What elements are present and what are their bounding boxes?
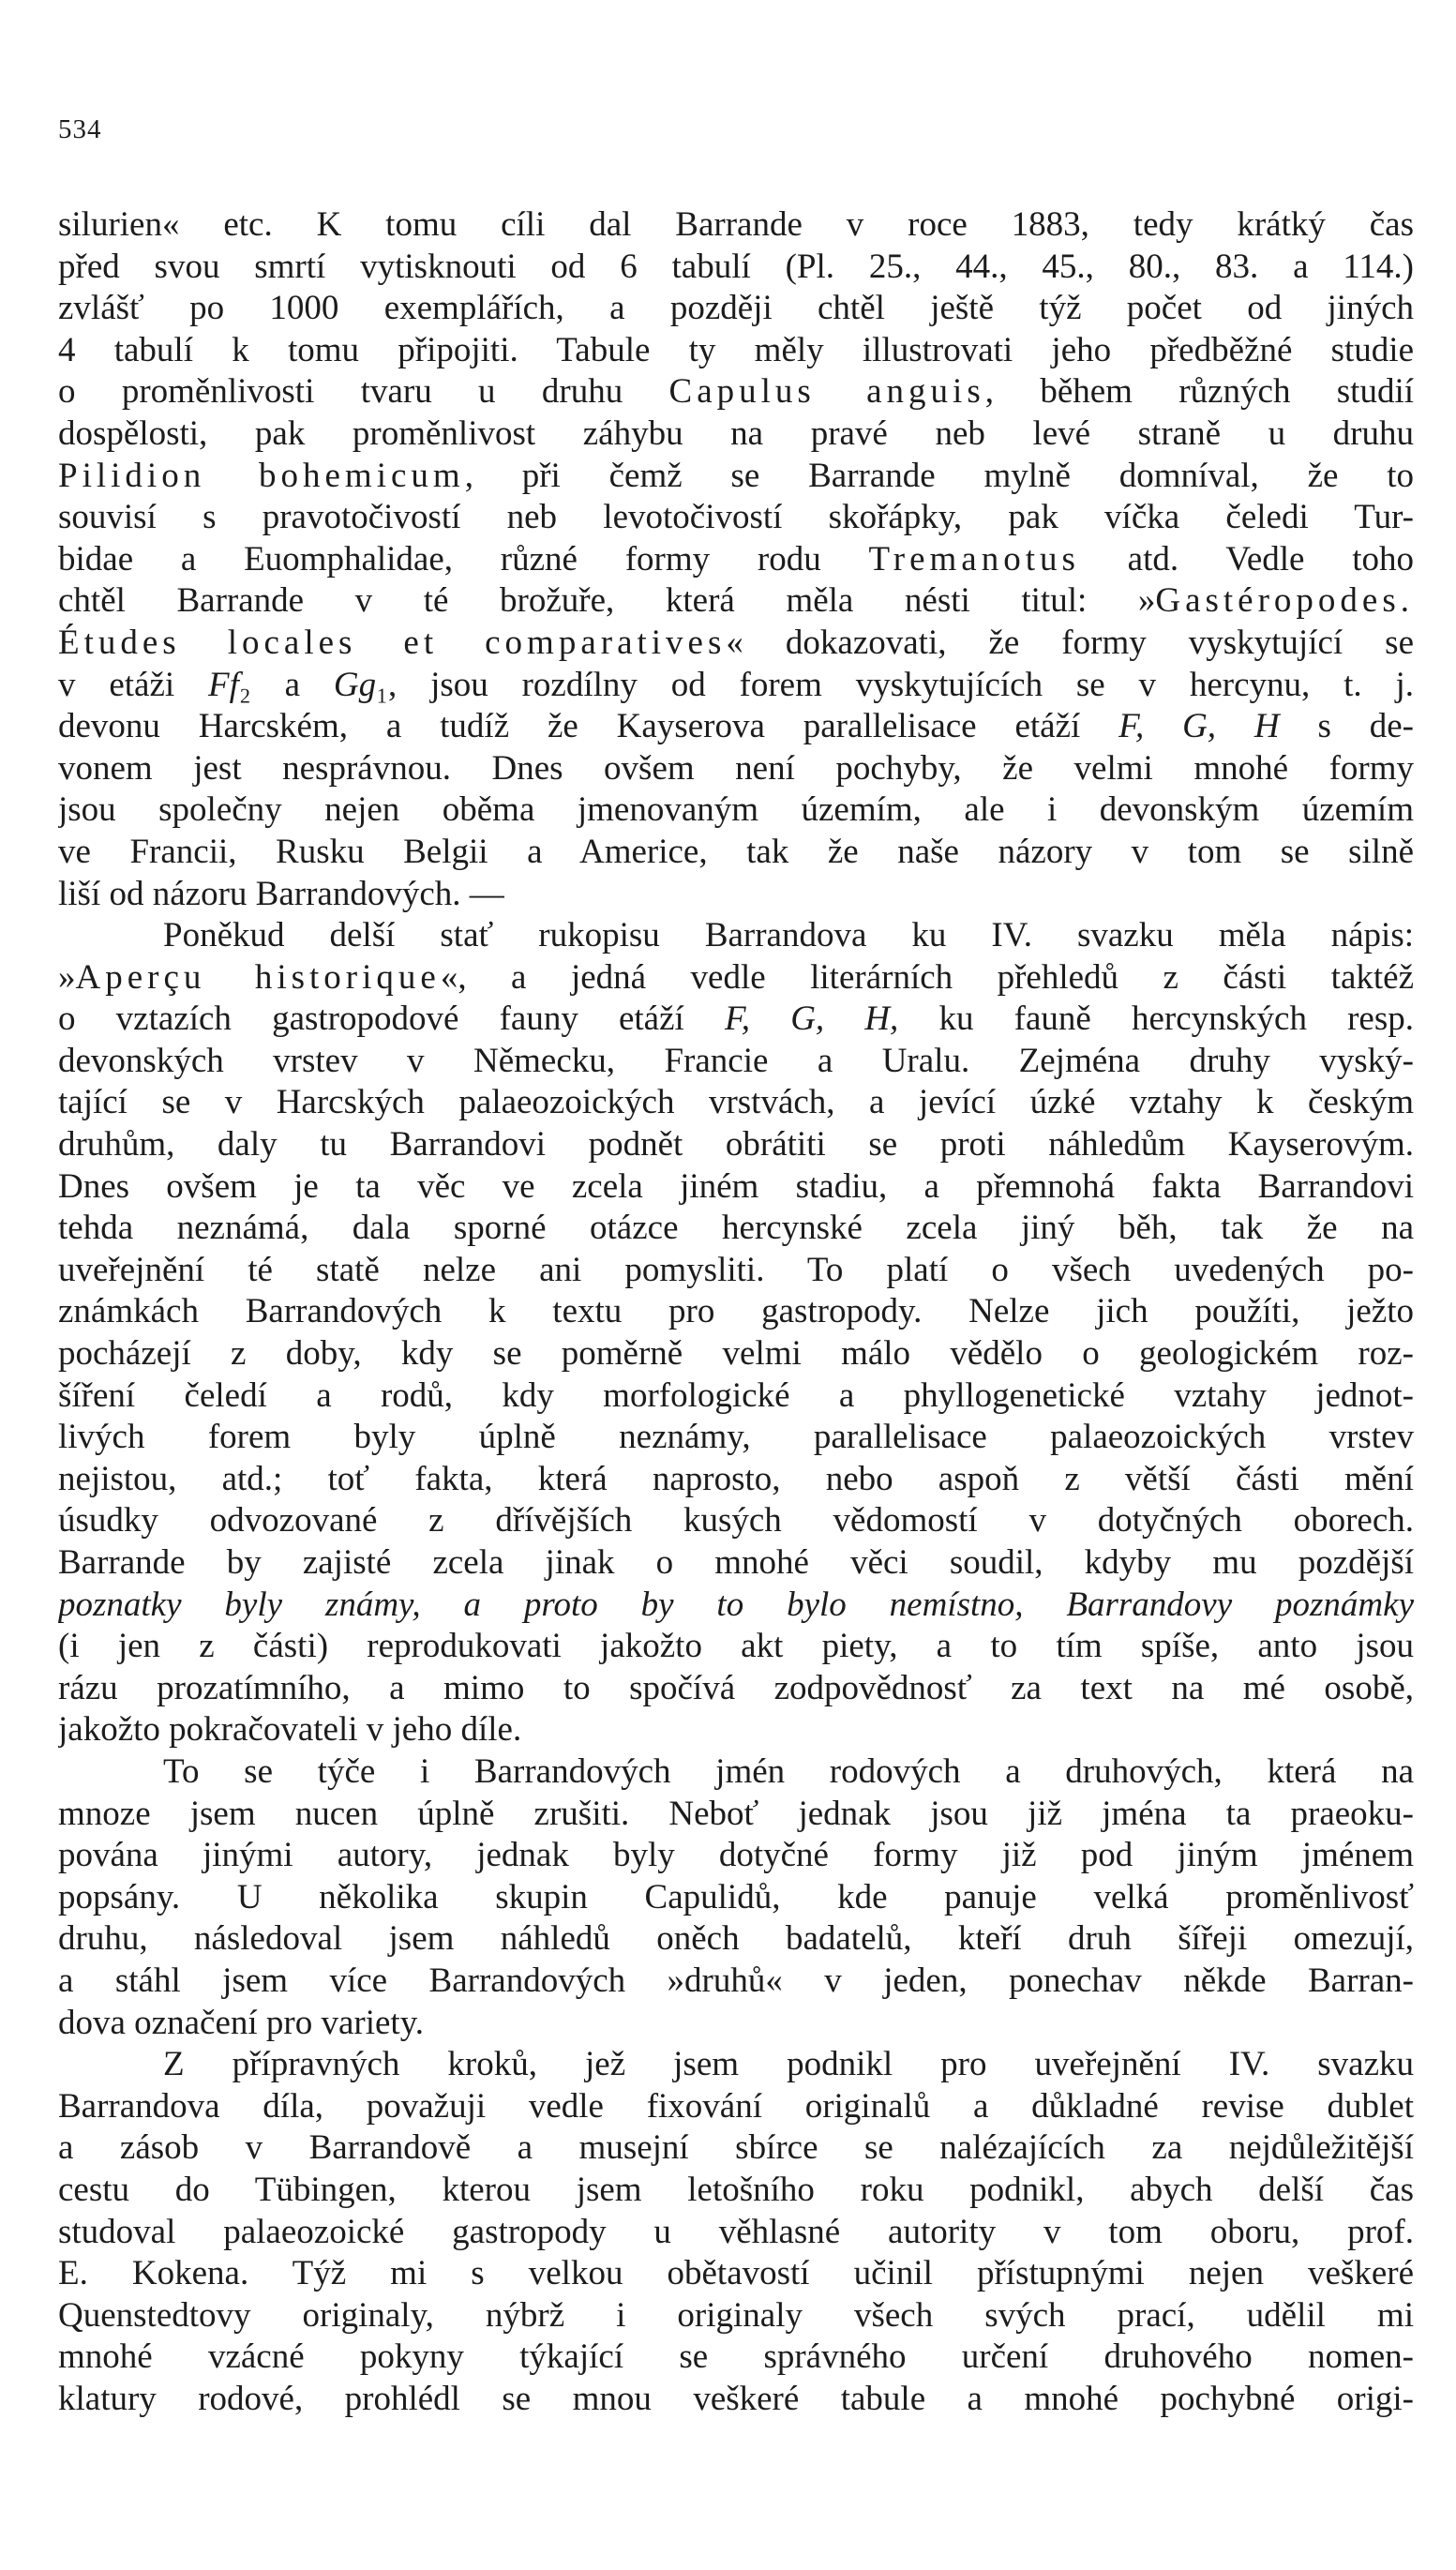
text-segment: To se týče i Barrandových jmén rodových a druhových, která na [163, 1751, 1414, 1791]
text-line [58, 1709, 1414, 1751]
text-line [58, 2003, 1414, 2045]
text-segment: popsány. U několika skupin Capulidů, kde panuje velká proměnlivosť [58, 1877, 1414, 1916]
text-segment: Capulus anguis [668, 372, 985, 412]
text-segment: (i jen z části) reprodukovati jakožto akt piety, a to tím spíše, anto jsou [58, 1627, 1414, 1666]
text-segment: a zásob v Barrandově a musejní sbírce se nalézajících za nejdůležitější [58, 2128, 1414, 2168]
text-segment: Gg [333, 665, 377, 704]
text-line [58, 497, 1414, 539]
text-segment: jakožto pokračovateli v jeho díle. [58, 1710, 522, 1750]
text-segment: o proměnlivosti tvaru u druhu [58, 372, 669, 412]
text-segment: Ff [207, 665, 239, 704]
text-line [58, 915, 1414, 957]
text-segment: , během různých studií [984, 372, 1414, 412]
text-line [58, 1668, 1414, 1710]
text-segment: chtěl Barrande v té brožuře, která měla nésti titul: » [58, 581, 1156, 621]
text-segment: Gastéropodes. [1155, 581, 1414, 621]
text-segment: Quenstedtovy originaly, nýbrž i originaly všech svých prací, udělil mi [58, 2295, 1414, 2335]
text-segment: jsou společny nejen oběma jmenovaným územím, ale i devonským územím [58, 790, 1414, 830]
text-segment: F, G, H, [724, 999, 899, 1039]
text-segment: dova označení pro variety. [58, 2003, 425, 2042]
text-line [58, 1835, 1414, 1877]
text-segment: poznatky byly známy, a proto by to bylo nemístno, Barrandovy poznámky [58, 1585, 1414, 1624]
text-segment: tehda neznámá, dala sporné otázce hercynské zcela jiný běh, tak že na [58, 1209, 1414, 1248]
text-line [58, 874, 1414, 916]
text-segment: druhům, daly tu Barrandovi podnět obrátiti se proti náhledům Kayserovým. [58, 1125, 1414, 1165]
text-segment: 4 tabulí k tomu připojiti. Tabule ty měly illustrovati jeho předběžné studie [58, 330, 1414, 369]
text-segment: devonských vrstev v Německu, Francie a Uralu. Zejména druhy vyský- [58, 1041, 1414, 1080]
text-segment: Pilidion bohemicum [58, 456, 465, 495]
text-segment: rázu prozatímního, a mimo to spočívá zodpovědnosť za text na mé osobě, [58, 1668, 1414, 1707]
text-segment: úsudky odvozované z dřívějších kusých vědomostí v dotyčných oborech. [58, 1501, 1414, 1540]
text-line [58, 1626, 1414, 1668]
text-line [58, 1417, 1414, 1459]
text-segment: a stáhl jsem více Barrandových »druhů« v jeden, ponechav někde Barran- [58, 1961, 1414, 2000]
text-segment: Z přípravných kroků, jež jsem podnikl pro uveřejnění IV. svazku [163, 2045, 1414, 2084]
text-line [58, 1877, 1414, 1919]
text-segment: cestu do Tübingen, kterou jsem letošního roku podnikl, abych delší čas [58, 2170, 1414, 2209]
text-line [58, 957, 1414, 999]
text-line [58, 2379, 1414, 2421]
text-line [58, 413, 1414, 456]
text-line [58, 539, 1414, 581]
text-segment: klatury rodové, prohlédl se mnou veškeré tabule a mnohé pochybné origi- [58, 2379, 1414, 2418]
text-line [58, 1918, 1414, 1961]
text-line [58, 2212, 1414, 2254]
text-line [58, 330, 1414, 372]
text-segment: studoval palaeozoické gastropody u věhlasné autority v tom oboru, prof. [58, 2212, 1414, 2251]
text-line [58, 1082, 1414, 1124]
text-segment: E. Kokena. Týž mi s velkou obětavostí učinil přístupnými nejen veškeré [58, 2254, 1414, 2293]
text-line [58, 999, 1414, 1041]
text-line [58, 2337, 1414, 2379]
text-segment: souvisí s pravotočivostí neb levotočivostí skořápky, pak víčka čeledi Tur- [58, 498, 1414, 537]
text-segment: známkách Barrandových k textu pro gastropody. Nelze jich použíti, ježto [58, 1292, 1414, 1331]
text-line [58, 2086, 1414, 2128]
text-line [58, 1961, 1414, 2003]
text-segment: Études locales et comparatives [58, 623, 727, 662]
text-segment: Tremanotus [868, 539, 1080, 579]
text-segment: mnoze jsem nucen úplně zrušiti. Neboť jednak jsou již jména ta praeoku- [58, 1794, 1414, 1833]
text-line [58, 1124, 1414, 1166]
text-line [58, 2295, 1414, 2337]
text-segment: dospělosti, pak proměnlivost záhybu na pravé neb levé straně u druhu [58, 413, 1414, 453]
text-segment: ku fauně hercynských resp. [898, 999, 1414, 1039]
text-line [58, 1333, 1414, 1375]
text-line [58, 665, 1414, 707]
text-line [58, 371, 1414, 413]
text-line [58, 580, 1414, 623]
text-segment: zvlášť po 1000 exemplářích, a později chtěl ještě týž počet od jiných [58, 289, 1414, 328]
text-segment: «, a jedná vedle literárních přehledů z části taktéž [440, 957, 1414, 997]
text-segment: pována jinými autory, jednak byly dotyčné formy již pod jiným jménem [58, 1836, 1414, 1875]
text-segment: atd. Vedle toho [1079, 539, 1414, 579]
text-segment: pocházejí z doby, kdy se poměrně velmi málo vědělo o geologickém roz- [58, 1334, 1414, 1374]
text-line [58, 1166, 1414, 1209]
text-segment: vonem jest nesprávnou. Dnes ovšem není pochyby, že velmi mnohé formy [58, 748, 1414, 788]
text-line [58, 288, 1414, 330]
text-segment: devonu Harcském, a tudíž že Kayserova parallelisace etáží [58, 707, 1119, 746]
text-segment: před svou smrtí vytisknouti od 6 tabulí (Pl. 25., 44., 45., 80., 83. a 114.) [58, 247, 1414, 286]
text-segment: ve Francii, Rusku Belgii a Americe, tak že naše názory v tom se silně [58, 832, 1414, 871]
text-segment: Dnes ovšem je ta věc ve zcela jiném stadiu, a přemnohá fakta Barrandovi [58, 1166, 1414, 1206]
text-segment: liší od názoru Barrandových. — [58, 874, 504, 913]
text-line [58, 2253, 1414, 2295]
text-line [58, 748, 1414, 790]
text-segment: « dokazovati, že formy vyskytující se [726, 623, 1414, 662]
text-segment: Aperçu historique [75, 957, 441, 997]
text-line [58, 2170, 1414, 2212]
text-line [58, 1375, 1414, 1418]
page-number: 534 [58, 114, 102, 144]
text-segment: uveřejnění té statě nelze ani pomysliti. To platí o všech uvedených po- [58, 1250, 1414, 1289]
text-line [58, 2044, 1414, 2086]
text-line [58, 2127, 1414, 2170]
text-segment: druhu, následoval jsem náhledů oněch badatelů, kteří druh šířeji omezují, [58, 1919, 1414, 1959]
text-line [58, 623, 1414, 665]
text-segment: Poněkud delší stať rukopisu Barrandova ku IV. svazku měla nápis: [163, 916, 1414, 955]
text-segment: ₁, jsou rozdílny od forem vyskytujících se v hercynu, t. j. [376, 665, 1414, 704]
text-segment: Barrandova díla, považuji vedle fixování originalů a důkladné revise dublet [58, 2086, 1414, 2126]
text-segment: » [58, 957, 76, 997]
text-line [58, 247, 1414, 289]
text-line [58, 204, 1414, 247]
body-text [58, 204, 1414, 2420]
text-segment: nejistou, atd.; toť fakta, která naprosto, nebo aspoň z větší části mění [58, 1459, 1414, 1498]
text-line [58, 1459, 1414, 1501]
text-line [58, 1542, 1414, 1585]
text-segment: mnohé vzácné pokyny týkající se správného určení druhového nomen- [58, 2337, 1414, 2377]
text-line [58, 456, 1414, 498]
text-segment: livých forem byly úplně neznámy, parallelisace palaeozoických vrstev [58, 1418, 1414, 1457]
text-line [58, 832, 1414, 874]
text-segment: Barrande by zajisté zcela jinak o mnohé věci soudil, kdyby mu pozdější [58, 1543, 1414, 1582]
text-line [58, 1291, 1414, 1333]
text-segment: v etáži [58, 665, 208, 704]
text-segment: tající se v Harcských palaeozoických vrstvách, a jevící úzké vztahy k českým [58, 1083, 1414, 1122]
text-segment: s de- [1279, 707, 1414, 746]
text-line [58, 1751, 1414, 1794]
text-segment: , při čemž se Barrande mylně domníval, že to [464, 456, 1414, 495]
text-segment: ₂ a [238, 665, 334, 704]
text-segment: šíření čeledí a rodů, kdy morfologické a phyllogenetické vztahy jednot- [58, 1375, 1414, 1415]
text-line [58, 1585, 1414, 1627]
text-line [58, 1250, 1414, 1292]
text-segment: silurien« etc. K tomu cíli dal Barrande v roce 1883, tedy krátký čas [58, 205, 1414, 244]
text-segment: o vztazích gastropodové fauny etáží [58, 999, 725, 1039]
text-line [58, 789, 1414, 832]
text-line [58, 706, 1414, 748]
text-line [58, 1041, 1414, 1083]
text-line [58, 1794, 1414, 1836]
text-line [58, 1208, 1414, 1250]
text-segment: bidae a Euomphalidae, různé formy rodu [58, 539, 869, 579]
text-segment: F, G, H [1118, 707, 1280, 746]
text-line [58, 1500, 1414, 1542]
